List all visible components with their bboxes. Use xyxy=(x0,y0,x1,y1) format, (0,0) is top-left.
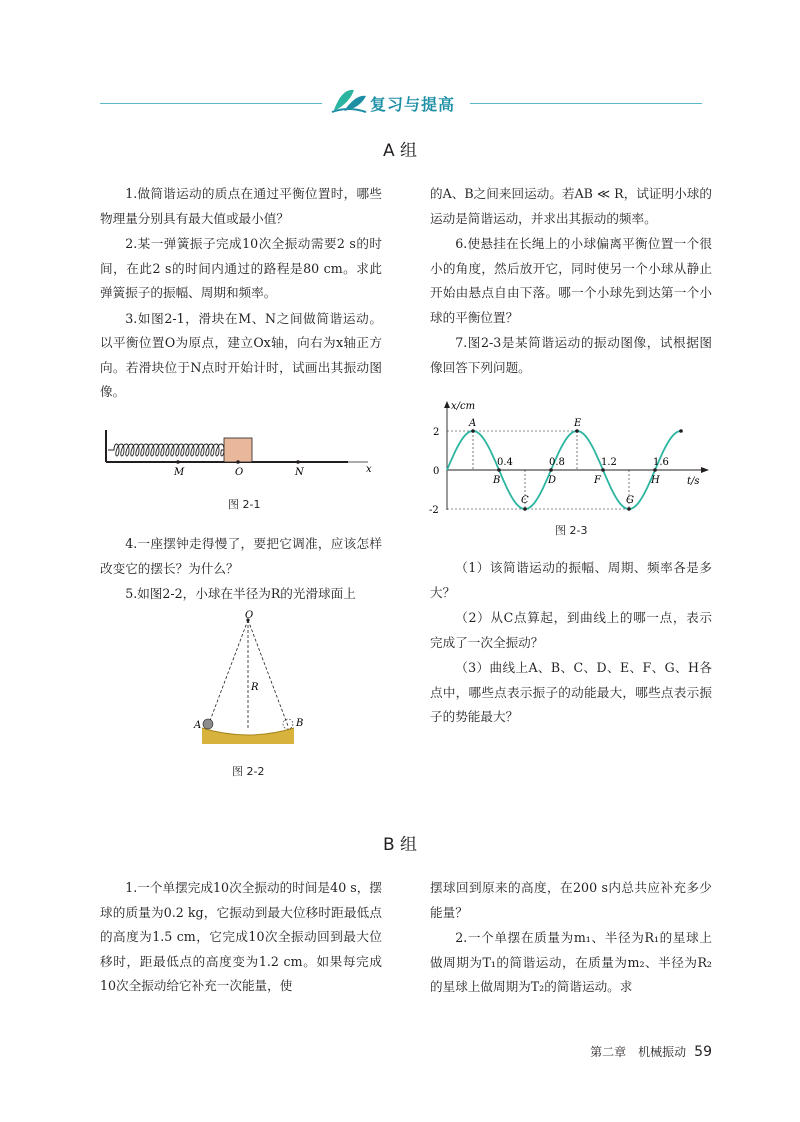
question-a4: 4.一座摆钟走得慢了，要把它调准，应该怎样改变它的摆长？为什么？ xyxy=(100,536,382,576)
label-B: B xyxy=(296,718,304,729)
label-N: N xyxy=(295,467,304,478)
y-tick-label-0: 2 xyxy=(433,427,440,438)
data-point-3 xyxy=(523,507,527,511)
question-b1-continued: 摆球回到原来的高度，在200 s内总共应补充多少能量？ xyxy=(430,880,712,920)
data-point-7 xyxy=(627,507,631,511)
slider-block xyxy=(224,438,252,462)
y-axis-arrow xyxy=(444,401,450,408)
label-R: R xyxy=(251,682,259,693)
x-axis-arrow xyxy=(701,467,709,473)
group-b-title: B 组 xyxy=(382,835,418,855)
ball-B-ghost xyxy=(283,719,293,729)
question-a5-continued: 的A、B之间来回运动。若AB ≪ R，试证明小球的运动是简谐运动，并求出其振动的频率。 xyxy=(430,186,712,226)
y-tick-label-2: -2 xyxy=(429,505,439,516)
page-footer xyxy=(590,1043,712,1060)
figure-2-2-caption: 图 2-2 xyxy=(232,765,265,778)
x-tick-label-3: 1.6 xyxy=(653,457,669,468)
figure-2-1-caption: 图 2-1 xyxy=(228,498,261,511)
header-rule-left xyxy=(100,103,322,104)
data-point-8 xyxy=(653,468,657,472)
question-a1: 1.做简谐运动的质点在通过平衡位置时，哪些物理量分别具有最大值或最小值？ xyxy=(100,186,382,226)
header-rule-right xyxy=(470,103,702,104)
group-a-right-column xyxy=(430,182,712,381)
point-label-F: F xyxy=(594,475,601,486)
question-b1: 1.一个单摆完成10次全振动的时间是40 s，摆球的质量为0.2 kg，它振动到最大位移时距最低点的高度为1.5 cm，它完成10次全振动回到最大位移时，距最低点的高度变为1.2 cm。如果每完成10次全振动给它补充一次能量，使 xyxy=(100,880,382,993)
group-b-left-column xyxy=(100,876,382,1000)
question-b2: 2.一个单摆在质量为m₁、半径为R₁的星球上做周期为T₁的简谐运动，在质量为m₂、半径为R₂的星球上做周期为T₂的简谐运动。求 xyxy=(430,930,712,994)
figure-2-3-caption: 图 2-3 xyxy=(555,524,588,537)
y-tick-label-1: 0 xyxy=(433,466,440,477)
group-a-right-column-2 xyxy=(430,556,712,731)
data-point-1 xyxy=(471,429,475,433)
x-tick-label-0: 0.4 xyxy=(497,457,513,468)
y-axis-label: x/cm xyxy=(451,401,476,412)
label-M: M xyxy=(174,467,185,478)
spring xyxy=(108,444,224,456)
section-title: 复习与提高 xyxy=(370,95,456,114)
point-label-H: H xyxy=(651,475,660,486)
data-point-6 xyxy=(601,468,605,472)
spherical-bowl xyxy=(202,728,294,744)
group-b-right-column xyxy=(430,876,712,1001)
group-a-left-column-2 xyxy=(100,532,382,608)
question-a7-2: （2）从C点算起，到曲线上的哪一点，表示完成了一次全振动？ xyxy=(430,610,712,650)
question-a3: 3.如图2-1，滑块在M、N之间做简谐运动。以平衡位置O为原点，建立Ox轴，向右为x轴正方向。若滑块位于N点时开始计时，试画出其振动图像。 xyxy=(100,310,382,399)
figure-2-3-chart xyxy=(425,398,715,520)
point-label-C: C xyxy=(521,495,529,506)
data-point-5 xyxy=(575,429,579,433)
question-a2: 2.某一弹簧振子完成10次全振动需要2 s的时间，在此2 s的时间内通过的路程是80 cm。求此弹簧振子的振幅、周期和频率。 xyxy=(100,236,382,300)
group-a-left-column xyxy=(100,182,382,406)
data-point-2 xyxy=(497,468,501,472)
x-axis-label: t/s xyxy=(687,476,700,487)
leaf-sprout-icon xyxy=(330,84,368,114)
point-label-D: D xyxy=(548,475,557,486)
label-O: O xyxy=(235,467,244,478)
question-a7: 7.图2-3是某简谐运动的振动图像，试根据图像回答下列问题。 xyxy=(430,335,712,375)
question-a6: 6.使悬挂在长绳上的小球偏离平衡位置一个很小的角度，然后放开它，同时使另一个小球从静止开始由悬点自由下落。哪一个小球先到达第一个小球的平衡位置？ xyxy=(430,236,712,325)
label-x: x xyxy=(366,464,372,475)
x-tick-label-1: 0.8 xyxy=(549,457,565,468)
page-number: 59 xyxy=(694,1044,712,1060)
ball-A xyxy=(203,719,213,729)
point-label-G: G xyxy=(626,495,634,506)
point-label-B: B xyxy=(493,475,501,486)
question-a5: 5.如图2-2，小球在半径为R的光滑球面上 xyxy=(125,586,356,601)
point-label-E: E xyxy=(574,418,582,429)
question-a7-3: （3）曲线上A、B、C、D、E、F、G、H各点中，哪些点表示振子的动能最大，哪些点表示振子的势能最大？ xyxy=(430,660,712,724)
chapter-label: 第二章 机械振动 xyxy=(590,1045,687,1059)
data-point-9 xyxy=(679,429,683,433)
data-point-4 xyxy=(549,468,553,472)
group-a-title: A 组 xyxy=(382,141,418,161)
label-A: A xyxy=(194,720,202,731)
question-a7-1: （1）该简谐运动的振幅、周期、频率各是多大？ xyxy=(430,560,712,600)
figure-2-1 xyxy=(100,428,390,480)
point-label-A: A xyxy=(469,418,477,429)
figure-2-2 xyxy=(190,610,310,750)
x-tick-label-2: 1.2 xyxy=(601,457,617,468)
label-O: O xyxy=(245,610,254,621)
